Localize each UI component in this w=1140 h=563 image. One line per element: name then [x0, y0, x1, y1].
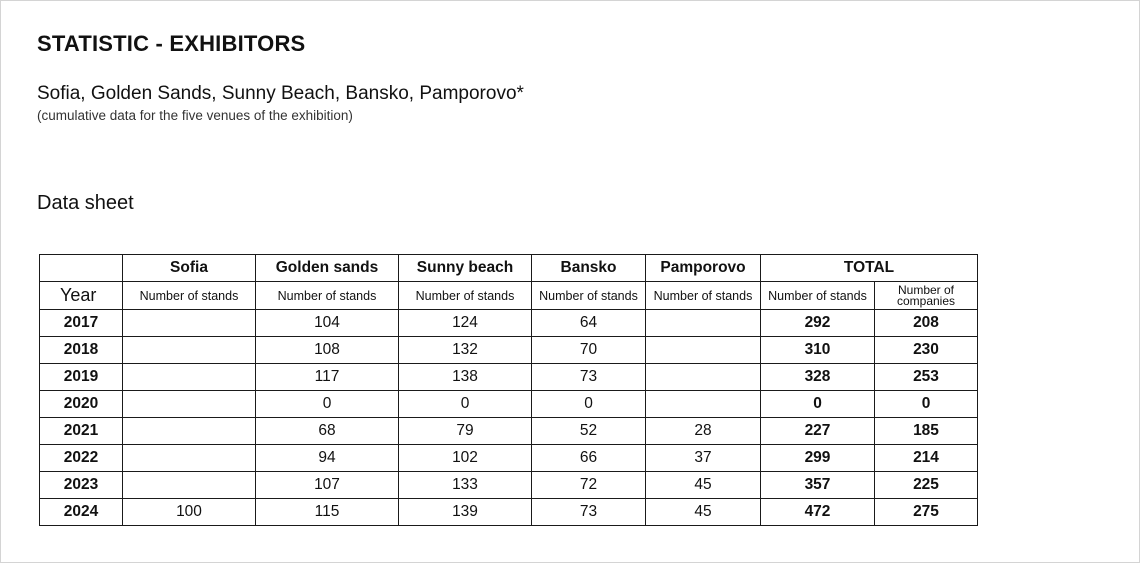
table-row	[40, 337, 978, 364]
sunny-beach-stands-cell: 139	[399, 499, 532, 526]
golden-sands-stands-cell: 94	[256, 445, 399, 472]
year-cell: 2018	[40, 337, 123, 364]
total-companies-cell: 0	[875, 391, 978, 418]
sunny-beach-stands-cell: 124	[399, 310, 532, 337]
sunny-beach-stands-cell: 133	[399, 472, 532, 499]
sunny-beach-stands-cell: 79	[399, 418, 532, 445]
pamporovo-stands-cell	[646, 337, 761, 364]
sunny-beach-stands-cell: 102	[399, 445, 532, 472]
year-cell: 2023	[40, 472, 123, 499]
year-cell: 2024	[40, 499, 123, 526]
data-sheet-heading: Data sheet	[37, 192, 134, 214]
venue-header-row	[40, 255, 978, 282]
total-stands-cell: 357	[761, 472, 875, 499]
sofia-stands-cell	[123, 364, 256, 391]
total-companies-cell: 253	[875, 364, 978, 391]
total-stands-cell: 328	[761, 364, 875, 391]
golden-sands-stands-cell: 108	[256, 337, 399, 364]
golden-sands-stands-cell: 117	[256, 364, 399, 391]
total-stands-cell: 292	[761, 310, 875, 337]
pamporovo-stands-cell	[646, 391, 761, 418]
table-row	[40, 472, 978, 499]
golden-sands-stands-cell: 0	[256, 391, 399, 418]
total-stands-cell: 310	[761, 337, 875, 364]
pamporovo-stands-cell: 28	[646, 418, 761, 445]
total-companies-cell: 208	[875, 310, 978, 337]
year-cell: 2022	[40, 445, 123, 472]
bansko-stands-cell: 52	[532, 418, 646, 445]
table-row	[40, 391, 978, 418]
measure-header-row	[40, 282, 978, 310]
sofia-stands-cell	[123, 337, 256, 364]
total-companies-cell: 230	[875, 337, 978, 364]
total-stands-cell: 0	[761, 391, 875, 418]
header-sofia: Sofia	[123, 255, 256, 282]
sunny-beach-stands-cell: 138	[399, 364, 532, 391]
total-companies-cell: 185	[875, 418, 978, 445]
page-title: STATISTIC - EXHIBITORS	[37, 31, 306, 56]
bansko-stands-cell: 73	[532, 364, 646, 391]
header-stands-total: Number of stands	[761, 282, 875, 310]
header-pamporovo: Pamporovo	[646, 255, 761, 282]
table-row	[40, 364, 978, 391]
header-stands-bansko: Number of stands	[532, 282, 646, 310]
header-bansko: Bansko	[532, 255, 646, 282]
header-total: TOTAL	[761, 255, 978, 282]
pamporovo-stands-cell: 45	[646, 472, 761, 499]
header-stands-golden-sands: Number of stands	[256, 282, 399, 310]
corner-cell	[40, 255, 123, 282]
table-row	[40, 445, 978, 472]
pamporovo-stands-cell	[646, 310, 761, 337]
header-golden-sands: Golden sands	[256, 255, 399, 282]
bansko-stands-cell: 64	[532, 310, 646, 337]
sofia-stands-cell	[123, 472, 256, 499]
golden-sands-stands-cell: 107	[256, 472, 399, 499]
pamporovo-stands-cell: 37	[646, 445, 761, 472]
table-row	[40, 499, 978, 526]
golden-sands-stands-cell: 68	[256, 418, 399, 445]
sofia-stands-cell	[123, 418, 256, 445]
sunny-beach-stands-cell: 0	[399, 391, 532, 418]
total-companies-cell: 214	[875, 445, 978, 472]
total-companies-cell: 225	[875, 472, 978, 499]
total-stands-cell: 472	[761, 499, 875, 526]
bansko-stands-cell: 0	[532, 391, 646, 418]
header-stands-pamporovo: Number of stands	[646, 282, 761, 310]
golden-sands-stands-cell: 104	[256, 310, 399, 337]
sofia-stands-cell: 100	[123, 499, 256, 526]
sofia-stands-cell	[123, 391, 256, 418]
table-row	[40, 418, 978, 445]
golden-sands-stands-cell: 115	[256, 499, 399, 526]
table-row	[40, 310, 978, 337]
venues-subtitle: Sofia, Golden Sands, Sunny Beach, Bansko, Pamporovo*	[37, 83, 524, 104]
bansko-stands-cell: 73	[532, 499, 646, 526]
pamporovo-stands-cell	[646, 364, 761, 391]
cumulative-note: (cumulative data for the five venues of the exhibition)	[37, 108, 353, 123]
year-cell: 2017	[40, 310, 123, 337]
header-stands-sofia: Number of stands	[123, 282, 256, 310]
header-companies-total: Number of companies	[875, 282, 978, 310]
year-cell: 2019	[40, 364, 123, 391]
exhibitors-table	[39, 254, 978, 526]
header-year: Year	[40, 282, 123, 310]
header-stands-sunny-beach: Number of stands	[399, 282, 532, 310]
bansko-stands-cell: 70	[532, 337, 646, 364]
bansko-stands-cell: 72	[532, 472, 646, 499]
total-stands-cell: 299	[761, 445, 875, 472]
sunny-beach-stands-cell: 132	[399, 337, 532, 364]
sofia-stands-cell	[123, 445, 256, 472]
table-body	[40, 310, 978, 526]
bansko-stands-cell: 66	[532, 445, 646, 472]
total-companies-cell: 275	[875, 499, 978, 526]
sofia-stands-cell	[123, 310, 256, 337]
year-cell: 2020	[40, 391, 123, 418]
pamporovo-stands-cell: 45	[646, 499, 761, 526]
year-cell: 2021	[40, 418, 123, 445]
header-sunny-beach: Sunny beach	[399, 255, 532, 282]
total-stands-cell: 227	[761, 418, 875, 445]
